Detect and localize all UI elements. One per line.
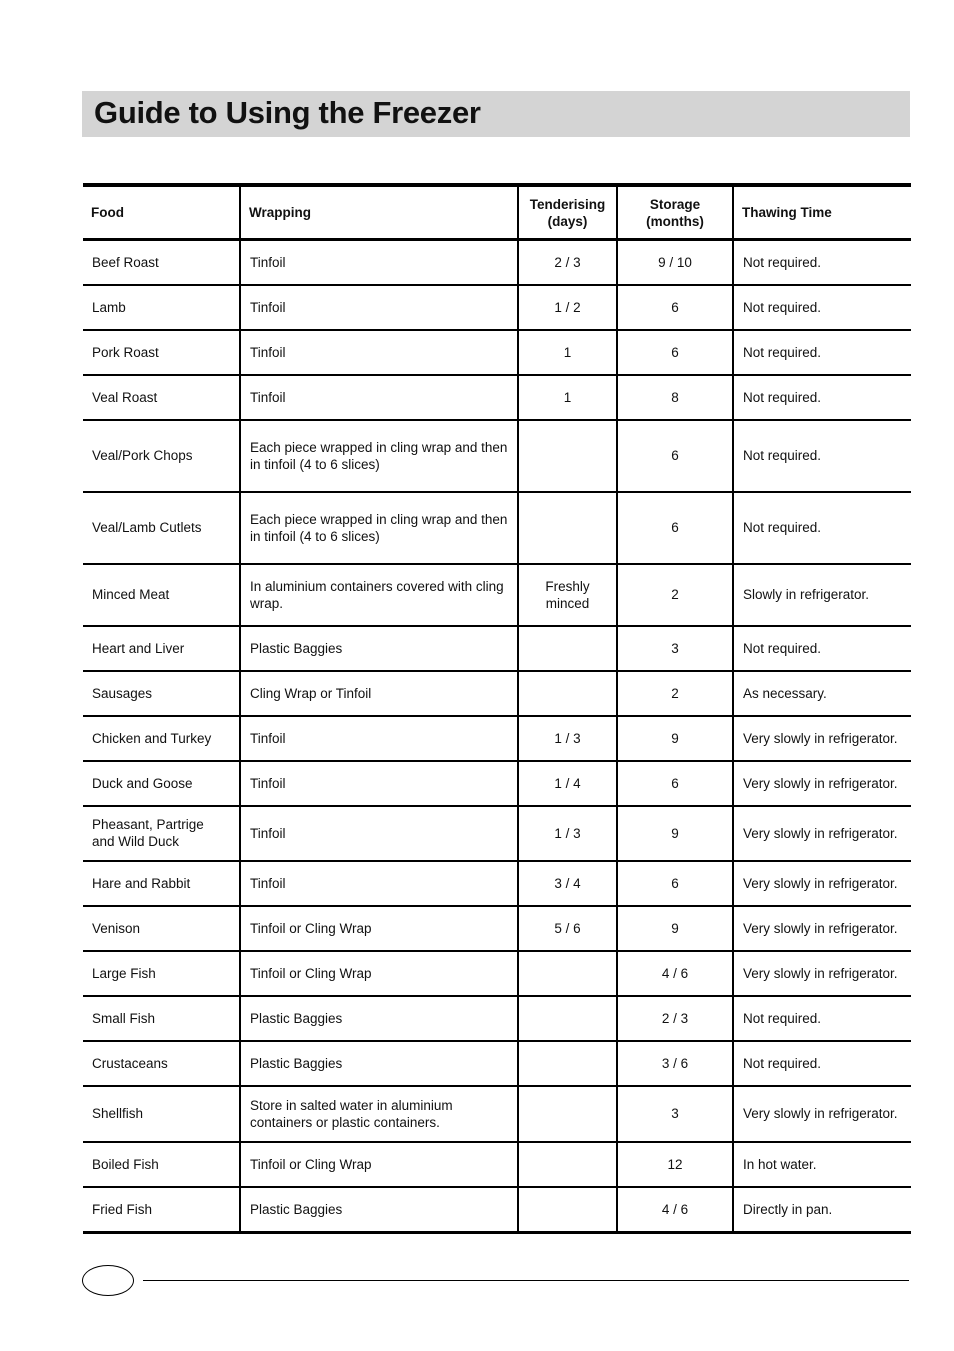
cell-thawing: Slowly in refrigerator. [733,564,911,626]
cell-storage: 9 [617,716,733,761]
cell-tenderising [518,420,617,492]
header-tenderising: Tenderising (days) [518,185,617,240]
freezer-guide-table [83,183,911,1234]
cell-food: Pork Roast [83,330,240,375]
cell-tenderising: Freshly minced [518,564,617,626]
table-row [83,1187,911,1233]
cell-food: Heart and Liver [83,626,240,671]
table-row [83,1142,911,1187]
cell-wrapping: Each piece wrapped in cling wrap and then in tinfoil (4 to 6 slices) [240,420,518,492]
cell-wrapping: Tinfoil [240,861,518,906]
cell-thawing: Not required. [733,492,911,564]
header-storage: Storage (months) [617,185,733,240]
table-row [83,564,911,626]
cell-tenderising [518,1187,617,1233]
cell-wrapping: Tinfoil [240,285,518,330]
cell-thawing: Very slowly in refrigerator. [733,906,911,951]
cell-tenderising [518,1086,617,1142]
cell-tenderising [518,1041,617,1086]
table-row [83,240,911,285]
cell-wrapping: Each piece wrapped in cling wrap and then in tinfoil (4 to 6 slices) [240,492,518,564]
cell-food: Veal/Lamb Cutlets [83,492,240,564]
table-row [83,285,911,330]
cell-thawing: As necessary. [733,671,911,716]
cell-storage: 8 [617,375,733,420]
cell-wrapping: Tinfoil [240,375,518,420]
cell-thawing: Very slowly in refrigerator. [733,1086,911,1142]
page-number-oval [82,1265,134,1296]
table-row [83,716,911,761]
cell-thawing: Very slowly in refrigerator. [733,806,911,861]
cell-tenderising: 5 / 6 [518,906,617,951]
table-row [83,375,911,420]
cell-wrapping: Tinfoil or Cling Wrap [240,1142,518,1187]
header-food: Food [83,185,240,240]
cell-storage: 6 [617,330,733,375]
cell-storage: 6 [617,492,733,564]
table-row [83,861,911,906]
cell-thawing: Not required. [733,420,911,492]
cell-wrapping: Tinfoil [240,330,518,375]
cell-thawing: Not required. [733,1041,911,1086]
cell-tenderising: 1 [518,330,617,375]
table-row [83,806,911,861]
cell-storage: 2 / 3 [617,996,733,1041]
cell-wrapping: Tinfoil [240,761,518,806]
table-row [83,626,911,671]
table-row [83,996,911,1041]
cell-storage: 3 / 6 [617,1041,733,1086]
cell-thawing: Not required. [733,375,911,420]
table-row [83,951,911,996]
cell-food: Sausages [83,671,240,716]
footer-rule [143,1280,909,1281]
table-header-row [83,185,911,240]
cell-food: Veal/Pork Chops [83,420,240,492]
cell-storage: 6 [617,420,733,492]
cell-food: Pheasant, Partrige and Wild Duck [83,806,240,861]
cell-thawing: Very slowly in refrigerator. [733,716,911,761]
cell-wrapping: Tinfoil [240,716,518,761]
cell-storage: 3 [617,626,733,671]
cell-storage: 2 [617,564,733,626]
cell-tenderising: 1 / 4 [518,761,617,806]
cell-food: Minced Meat [83,564,240,626]
cell-tenderising: 3 / 4 [518,861,617,906]
header-thawing: Thawing Time [733,185,911,240]
table-row [83,906,911,951]
cell-thawing: Very slowly in refrigerator. [733,761,911,806]
cell-tenderising: 2 / 3 [518,240,617,285]
cell-food: Crustaceans [83,1041,240,1086]
cell-food: Lamb [83,285,240,330]
cell-thawing: Very slowly in refrigerator. [733,861,911,906]
cell-storage: 6 [617,861,733,906]
cell-storage: 9 [617,906,733,951]
cell-storage: 6 [617,285,733,330]
cell-tenderising [518,671,617,716]
cell-tenderising: 1 / 2 [518,285,617,330]
table-row [83,1086,911,1142]
cell-thawing: In hot water. [733,1142,911,1187]
cell-tenderising [518,1142,617,1187]
cell-tenderising [518,996,617,1041]
cell-food: Veal Roast [83,375,240,420]
cell-thawing: Not required. [733,996,911,1041]
cell-storage: 9 / 10 [617,240,733,285]
cell-wrapping: Plastic Baggies [240,626,518,671]
cell-food: Fried Fish [83,1187,240,1233]
cell-wrapping: Tinfoil or Cling Wrap [240,951,518,996]
table-row [83,330,911,375]
cell-thawing: Not required. [733,240,911,285]
page-title: Guide to Using the Freezer [94,95,481,130]
table-row [83,492,911,564]
table-row [83,761,911,806]
cell-wrapping: Tinfoil or Cling Wrap [240,906,518,951]
cell-storage: 4 / 6 [617,1187,733,1233]
cell-tenderising: 1 / 3 [518,806,617,861]
cell-storage: 4 / 6 [617,951,733,996]
cell-storage: 9 [617,806,733,861]
cell-storage: 6 [617,761,733,806]
cell-food: Shellfish [83,1086,240,1142]
cell-tenderising: 1 [518,375,617,420]
cell-thawing: Very slowly in refrigerator. [733,951,911,996]
cell-storage: 12 [617,1142,733,1187]
cell-food: Hare and Rabbit [83,861,240,906]
cell-food: Duck and Goose [83,761,240,806]
cell-food: Boiled Fish [83,1142,240,1187]
cell-wrapping: Plastic Baggies [240,1187,518,1233]
cell-wrapping: Plastic Baggies [240,1041,518,1086]
cell-wrapping: Tinfoil [240,806,518,861]
table-row [83,1041,911,1086]
table-row [83,671,911,716]
cell-thawing: Not required. [733,285,911,330]
cell-food: Beef Roast [83,240,240,285]
cell-tenderising [518,626,617,671]
cell-tenderising [518,951,617,996]
cell-wrapping: Tinfoil [240,240,518,285]
cell-food: Small Fish [83,996,240,1041]
cell-food: Chicken and Turkey [83,716,240,761]
cell-storage: 3 [617,1086,733,1142]
title-bar [82,91,910,137]
header-wrapping: Wrapping [240,185,518,240]
cell-wrapping: Store in salted water in aluminium containers or plastic containers. [240,1086,518,1142]
cell-thawing: Not required. [733,626,911,671]
table-row [83,420,911,492]
cell-thawing: Not required. [733,330,911,375]
cell-thawing: Directly in pan. [733,1187,911,1233]
cell-wrapping: In aluminium containers covered with cling wrap. [240,564,518,626]
cell-tenderising: 1 / 3 [518,716,617,761]
cell-wrapping: Plastic Baggies [240,996,518,1041]
cell-tenderising [518,492,617,564]
cell-wrapping: Cling Wrap or Tinfoil [240,671,518,716]
cell-storage: 2 [617,671,733,716]
cell-food: Venison [83,906,240,951]
cell-food: Large Fish [83,951,240,996]
